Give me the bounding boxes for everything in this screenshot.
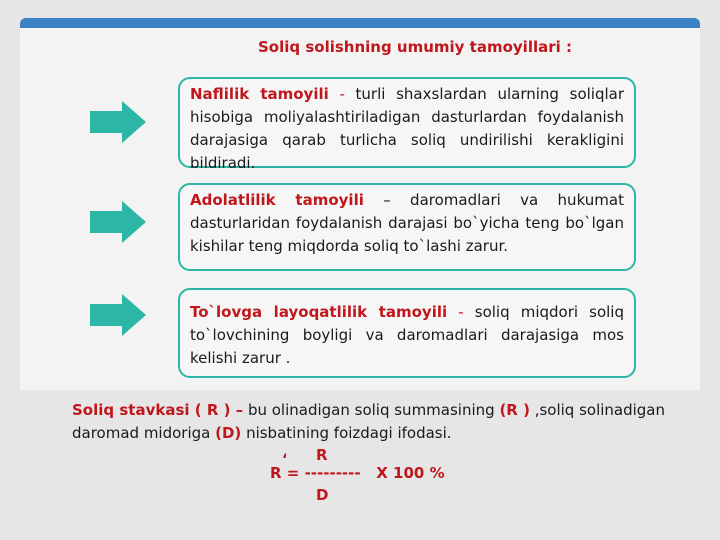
formula-prime: ‘ xyxy=(282,452,288,468)
arrow-right-icon xyxy=(88,99,148,145)
principle-name: Adolatlilik tamoyili xyxy=(190,191,364,209)
formula-main: R = --------- X 100 % xyxy=(270,464,445,482)
principle-name: Naflilik tamoyili xyxy=(190,85,329,103)
formula-denominator: D xyxy=(316,486,329,504)
definition-term: Soliq stavkasi ( R ) – xyxy=(72,401,244,419)
definition-text: nisbatining foizdagi ifodasi. xyxy=(241,424,452,442)
principle-dash: - xyxy=(447,303,475,321)
definition-text: ,soliq solinadigan daromad midoriga xyxy=(72,401,666,442)
arrow-right-icon xyxy=(88,199,148,245)
d-label: (D) xyxy=(215,424,242,442)
principle-text: turli shaxslardan ularning soliqlar hisobiga moliyalashtiriladigan dasturlardan foydalanish darajasiga qarab turlicha soliq undirilishi kerakligini bildiradi. xyxy=(190,85,625,172)
principle-text: soliq miqdori soliq to`lovchining boyligi va daromadlari darajasiga mos kelishi zarur . xyxy=(190,303,624,367)
principle-dash: - xyxy=(328,85,356,103)
r-label: (R ) xyxy=(499,401,530,419)
principle-box-naflilik xyxy=(178,77,636,172)
tax-rate-definition xyxy=(72,399,682,445)
principle-name: To`lovga layoqatlilik tamoyili xyxy=(190,303,448,321)
principle-box-adolatlilik xyxy=(178,183,636,271)
slide-title: Soliq solishning umumiy tamoyillari : xyxy=(257,38,572,56)
principle-text: daromadlari va hukumat dasturlaridan foydalanish darajasi bo`yicha teng bo`lgan kishilar teng miqdorda soliq to`lashi zarur. xyxy=(190,191,624,255)
definition-text: bu olinadigan soliq summasining xyxy=(243,401,500,419)
arrow-right-icon xyxy=(88,292,148,338)
formula-numerator: R xyxy=(316,446,328,464)
principle-dash: – xyxy=(363,191,411,209)
principle-box-tolovga xyxy=(178,288,636,378)
